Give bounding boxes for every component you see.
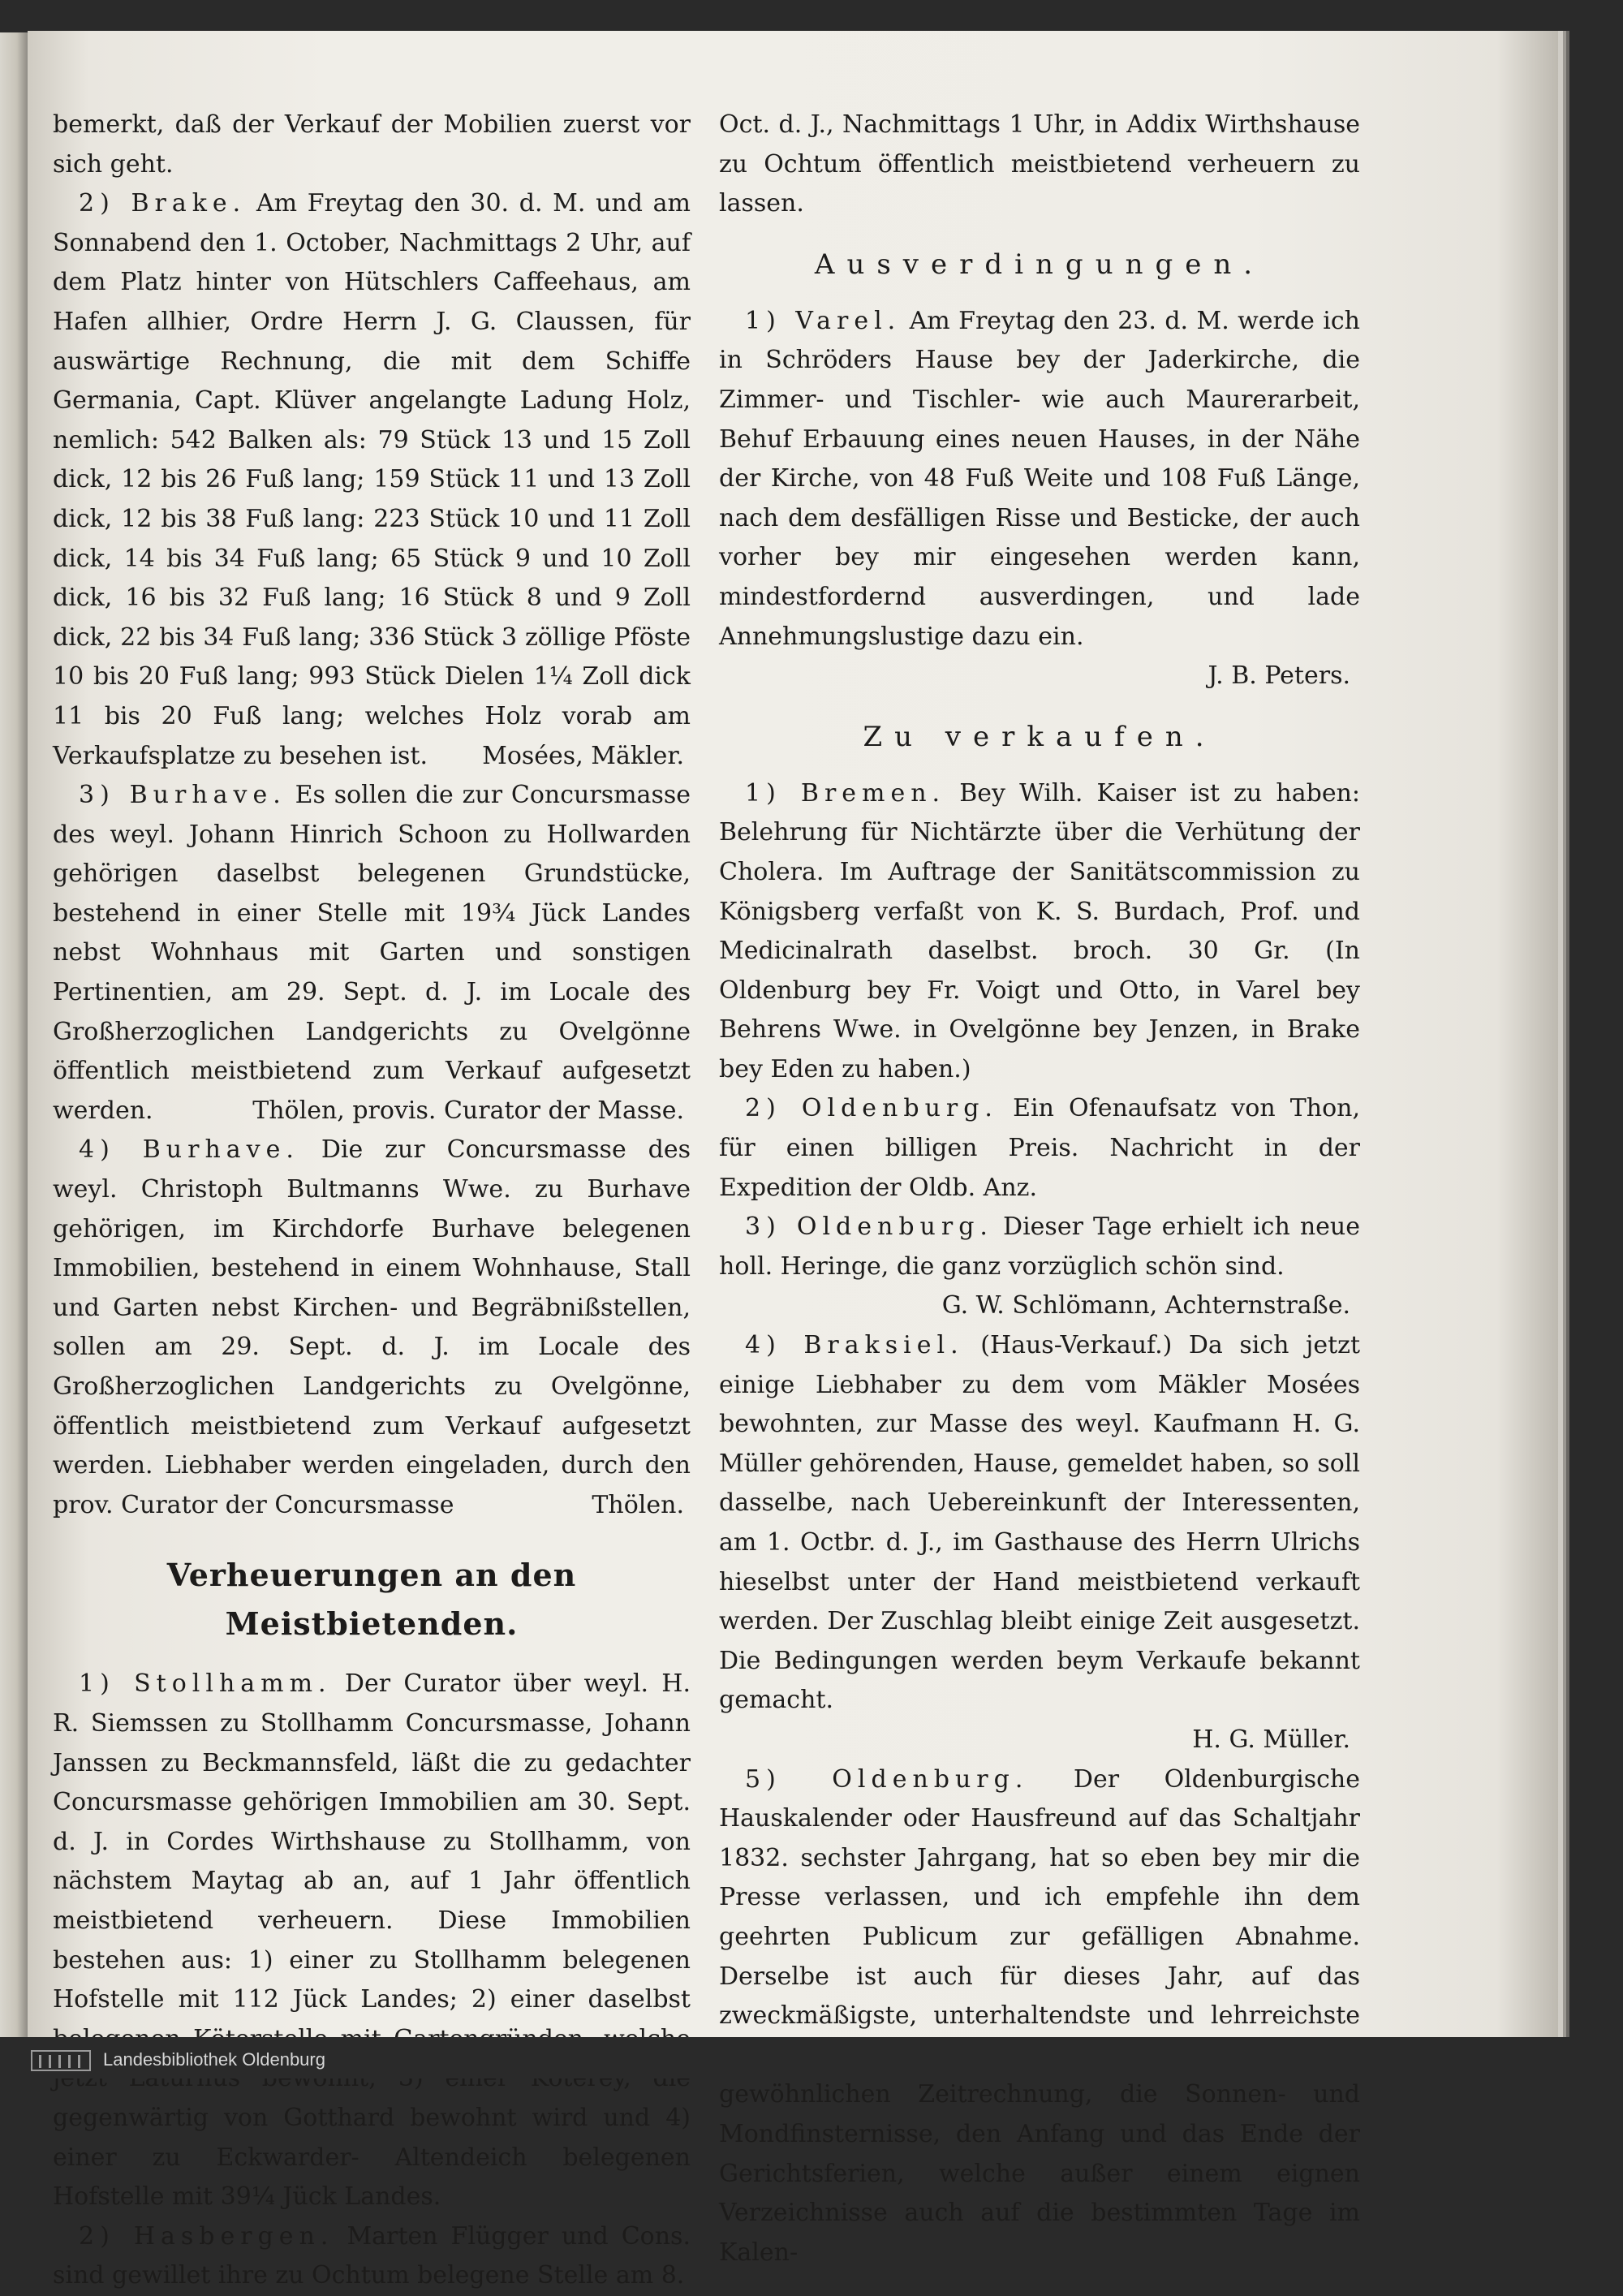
signature: Mosées, Mäkler. bbox=[482, 741, 684, 770]
notice-burhave-2 bbox=[53, 1131, 691, 1525]
notice-text: Bey Wilh. Kaiser ist zu haben: Belehrung für Nichtärzte über die Verhütung der Cholera. Im Auftrage der Sanitätscommission zu Königsberg verfaßt von K. S. Burdach, Prof. und Medicinalrath daselbst. broch. 30 Gr. (In Oldenburg bey Fr. Voigt und Otto, in Varel bey Behrens Wwe. in Ovelgönne bey Jenzen, in Brake bey Eden zu haben.) bbox=[719, 778, 1360, 1083]
notice-bremen bbox=[719, 774, 1360, 1090]
signature: H. G. Müller. bbox=[1192, 1725, 1350, 1754]
viewer-footer bbox=[0, 2037, 1623, 2078]
notice-text: Die zur Concursmasse des weyl. Christoph Bultmanns Wwe. zu Burhave gehörigen, im Kirchdorfe Burhave belegenen Immobilien, bestehend in einem Wohnhause, Stall und Garten nebst Kirchen- und Begräbnißstellen, sollen am 29. Sept. d. J. im Locale des Großherzoglichen Landgerichts zu Ovelgönne, öffentlich meistbietend zum Verkauf aufgesetzt werden. Liebhaber werden eingeladen, durch den prov. Curator der Concursmasse bbox=[53, 1135, 691, 1519]
notice-oldenburg-2 bbox=[719, 1208, 1360, 1286]
notice-text: (Haus-Verkauf.) Da sich jetzt einige Liebhaber zu dem vom Mäkler Mosées bewohnten, zur Masse des weyl. Kaufmann H. G. Müller gehörenden, Hause, gemeldet haben, so soll dasselbe, nach Uebereinkunft der Interessenten, am 1. Octbr. d. J., im Gasthause des Herrn Ulrichs hieselbst unter der Hand meistbietend verkauft werden. Der Zuschlag bleibt einige Zeit ausgesetzt. Die Bedingungen werden beym Verkaufe bekannt gemacht. bbox=[719, 1331, 1360, 1715]
notice-place: 4) Burhave. bbox=[79, 1135, 299, 1165]
section-heading: Zu verkaufen. bbox=[863, 720, 1216, 753]
notice-text: Dieser Tage erhielt ich neue holl. Heringe, die ganz vorzüglich schön sind. bbox=[719, 1213, 1360, 1281]
library-name[interactable]: Landesbibliothek Oldenburg bbox=[103, 2049, 325, 2070]
signature: J. B. Peters. bbox=[1208, 661, 1350, 691]
notice-burhave-1 bbox=[53, 776, 691, 1131]
notice-text: Am Freytag den 23. d. M. werde ich in Schröders Hause bey der Jaderkirche, die Zimmer- und Tischler- wie auch Maurerarbeit, Behuf Erbauung eines neuen Hauses, in der Nähe der Kirche, von 48 Fuß Weite und 108 Fuß Länge, nach dem desfälligen Risse und Besticke, der auch vorher bey mir eingesehen werden kann, mindestfordernd ausverdingen, und lade Annehmungslustige dazu ein. bbox=[719, 306, 1360, 651]
notice-text: Ein Ofenaufsatz von Thon, für einen billigen Preis. Nachricht in der Expedition der Oldb. Anz. bbox=[719, 1094, 1360, 1202]
notice-text: Marten Flügger und Cons. sind gewillet ihre zu Ochtum belegene Stelle am 8. bbox=[53, 2221, 691, 2290]
section-heading: Verheuerungen an den Meistbietenden. bbox=[166, 1557, 577, 1643]
notice-stollhamm bbox=[53, 1665, 691, 2216]
left-column bbox=[53, 106, 691, 2296]
paragraph: Oct. d. J., Nachmittags 1 Uhr, in Addix Wirthshause zu Ochtum öffentlich meistbietend verheuern zu lassen. bbox=[719, 110, 1360, 218]
notice-brake bbox=[53, 184, 691, 776]
right-column bbox=[719, 106, 1360, 2272]
notice-braksiel bbox=[719, 1326, 1360, 1721]
notice-place: 1) Varel. bbox=[745, 306, 902, 335]
notice-oldenburg-3 bbox=[719, 1760, 1360, 2273]
signature: Thölen, provis. Curator der Masse. bbox=[252, 1096, 684, 1125]
notice-place: 1) Bremen. bbox=[745, 778, 946, 808]
notice-place: 2) Hasbergen. bbox=[79, 2221, 334, 2251]
paragraph: bemerkt, daß der Verkauf der Mobilien zuerst vor sich geht. bbox=[53, 110, 691, 179]
notice-place: 2) Oldenburg. bbox=[745, 1094, 998, 1123]
notice-hasbergen bbox=[53, 2217, 691, 2296]
notice-text: Am Freytag den 30. d. M. und am Sonnabend den 1. October, Nachmittags 2 Uhr, auf dem Platz hinter von Hütschlers Caffeehaus, am Hafen allhier, Ordre Herrn J. G. Claussen, für auswärtige Rechnung, die mit dem Schiffe Germania, Capt. Klüver angelangte Ladung Holz, nemlich: 542 Balken als: 79 Stück 13 und 15 Zoll dick, 12 bis 26 Fuß lang; 159 Stück 11 und 13 Zoll dick, 12 bis 38 Fuß lang: 223 Stück 10 und 11 Zoll dick, 14 bis 34 Fuß lang; 65 Stück 9 und 10 Zoll dick, 16 bis 32 Fuß lang; 16 Stück 8 und 9 Zoll dick, 22 bis 34 Fuß lang; 336 Stück 3 zöllige Pföste 10 bis 20 Fuß lang; 993 Stück Dielen 1¼ Zoll dick 11 bis 20 Fuß lang; welches Holz vorab am Verkaufsplatze zu besehen ist. bbox=[53, 189, 691, 770]
signature: Thölen. bbox=[592, 1490, 684, 1519]
library-building-icon bbox=[31, 2050, 91, 2071]
notice-place: 3) Burhave. bbox=[79, 781, 286, 810]
notice-oldenburg-1 bbox=[719, 1089, 1360, 1208]
notice-varel bbox=[719, 302, 1360, 657]
signature: G. W. Schlömann, Achternstraße. bbox=[941, 1291, 1350, 1320]
notice-text: Der Oldenburgische Hauskalender oder Hausfreund auf das Schaltjahr 1832. sechster Jahrgang, hat so eben bey mir die Presse verlassen, und ich empfehle ihn dem geehrten Publicum zur gefälligen Abnahme. Derselbe ist auch für dieses Jahr, auf das zweckmäßigste, unterhaltendste und lehrreichste gewöhnlichen Zeitrechnung, die Sonnen- und Mondfinsternisse, den Anfang und das Ende der Gerichtsferien, welche außer einem eignen Verzeichnisse auch auf die bestimmten Tage im Kalen- bbox=[719, 1764, 1360, 2267]
notice-place: 1) Stollhamm. bbox=[79, 1669, 332, 1699]
previous-page-edge bbox=[0, 32, 28, 2037]
notice-place: 5) Oldenburg. bbox=[745, 1764, 1029, 1794]
notice-place: 4) Braksiel. bbox=[745, 1331, 964, 1360]
notice-text: Es sollen die zur Concursmasse des weyl. Johann Hinrich Schoon zu Hollwarden gehörigen daselbst belegenen Grundstücke, bestehend in einer Stelle mit 19¾ Jück Landes nebst Wohnhaus mit Garten und sonstigen Pertinentien, am 29. Sept. d. J. im Locale des Großherzoglichen Landgerichts zu Ovelgönne öffentlich meistbietend zum Verkauf aufgesetzt werden. bbox=[53, 781, 691, 1125]
notice-text: Der Curator über weyl. H. R. Siemssen zu Stollhamm Concursmasse, Johann Janssen zu Beckmannsfeld, läßt die zu gedachter Concursmasse gehörigen Immobilien am 30. Sept. d. J. in Cordes Wirthshause zu Stollhamm, von nächstem Maytag ab an, auf 1 Jahr öffentlich meistbietend verheuern. Diese Immobilien bestehen aus: 1) einer zu Stollhamm belegenen Hofstelle mit 112 Jück Landes; 2) einer daselbst gegenwärtig von Gotthard bewohnt wird und 4) einer zu Eckwarder- Altendeich belegenen Hofstelle mit 39¼ Jück Landes. bbox=[53, 1669, 691, 2212]
notice-place: 3) Oldenburg. bbox=[745, 1213, 993, 1242]
section-heading: Ausverdingungen. bbox=[814, 248, 1265, 281]
notice-place: 2) Brake. bbox=[79, 189, 247, 218]
